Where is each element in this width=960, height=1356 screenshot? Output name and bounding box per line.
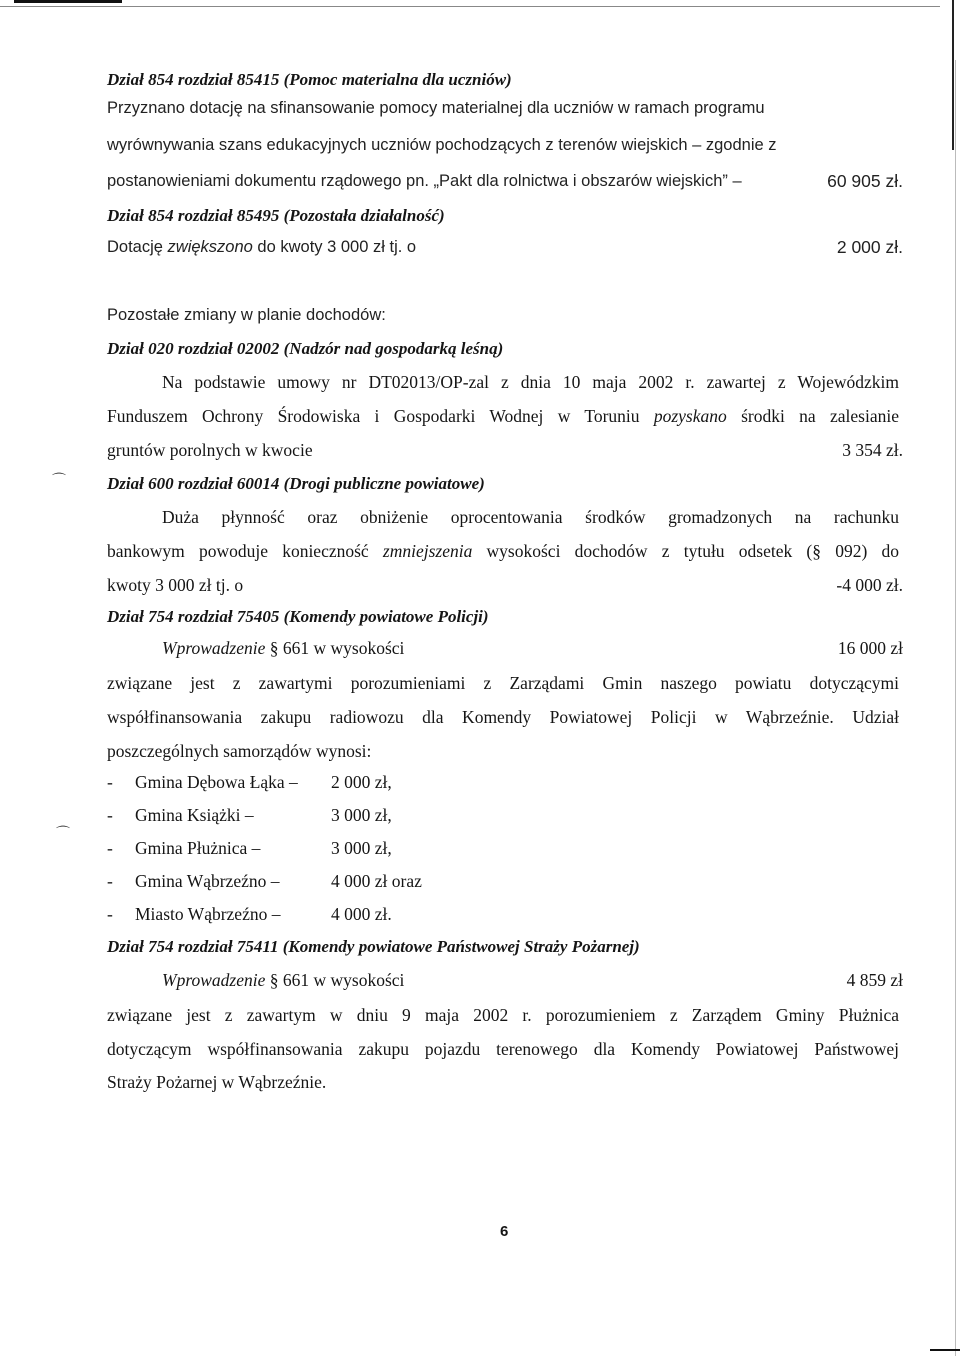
page-number: 6 bbox=[500, 1223, 509, 1240]
section-heading: Dział 754 rozdział 75405 (Komendy powiatowe Policji) bbox=[107, 607, 489, 626]
paragraph-line: Pozostałe zmiany w planie dochodów: bbox=[107, 306, 386, 324]
paragraph-line: Przyznano dotację na sfinansowanie pomocy materialnej dla uczniów w ramach programu bbox=[107, 99, 765, 117]
amount: -4 000 zł. bbox=[836, 575, 903, 595]
paragraph-line: dotyczącym współfinansowania zakupu pojazdu terenowego dla Komendy Powiatowej Państwowej bbox=[107, 1039, 899, 1059]
margin-mark: ⌒ bbox=[56, 826, 70, 842]
amount: 16 000 zł bbox=[837, 638, 903, 658]
margin-mark: ⌒ bbox=[52, 473, 66, 489]
amount: 60 905 zł. bbox=[827, 171, 903, 191]
paragraph-line: bankowym powoduje konieczność zmniejszenia wysokości dochodów z tytułu odsetek (§ 092) do bbox=[107, 541, 899, 561]
paragraph-line: Wprowadzenie § 661 w wysokości bbox=[162, 638, 405, 658]
list-item: - Gmina Wąbrzeźno – 4 000 zł oraz bbox=[107, 871, 422, 891]
paragraph-line: związane jest z zawartym w dniu 9 maja 2002 r. porozumieniem z Zarządem Gminy Płużnica bbox=[107, 1005, 899, 1025]
paragraph-line: postanowieniami dokumentu rządowego pn. „Pakt dla rolnictwa i obszarów wiejskich” – bbox=[107, 172, 742, 190]
paragraph-line: wyrównywania szans edukacyjnych uczniów pochodzących z terenów wiejskich – zgodnie z bbox=[107, 136, 777, 154]
section-heading: Dział 854 rozdział 85495 (Pozostała działalność) bbox=[107, 206, 445, 225]
scan-artifact-line bbox=[0, 6, 940, 7]
scan-artifact-right-edge bbox=[955, 60, 956, 1356]
scan-artifact-bottom bbox=[930, 1349, 960, 1351]
paragraph-line: współfinansowania zakupu radiowozu dla Komendy Powiatowej Policji w Wąbrzeźnie. Udział bbox=[107, 707, 899, 727]
paragraph-line: Na podstawie umowy nr DT02013/OP-zal z dnia 10 maja 2002 r. zawartej z Wojewódzkim bbox=[162, 372, 899, 392]
amount: 3 354 zł. bbox=[842, 440, 903, 460]
amount: 2 000 zł. bbox=[836, 237, 903, 257]
section-heading: Dział 020 rozdział 02002 (Nadzór nad gospodarką leśną) bbox=[107, 339, 504, 358]
paragraph-line: poszczególnych samorządów wynosi: bbox=[107, 741, 372, 761]
amount: 4 859 zł bbox=[846, 970, 903, 990]
section-heading: Dział 754 rozdział 75411 (Komendy powiatowe Państwowej Straży Pożarnej) bbox=[107, 937, 640, 956]
list-item: - Miasto Wąbrzeźno – 4 000 zł. bbox=[107, 904, 392, 924]
scan-artifact-top bbox=[14, 0, 122, 3]
list-item: - Gmina Dębowa Łąka – 2 000 zł, bbox=[107, 772, 392, 792]
paragraph-line: kwoty 3 000 zł tj. o bbox=[107, 575, 244, 595]
paragraph-line: Straży Pożarnej w Wąbrzeźnie. bbox=[107, 1072, 327, 1092]
section-heading: Dział 854 rozdział 85415 (Pomoc materialna dla uczniów) bbox=[107, 70, 512, 89]
paragraph-line: Wprowadzenie § 661 w wysokości bbox=[162, 970, 405, 990]
paragraph-line: Funduszem Ochrony Środowiska i Gospodarki Wodnej w Toruniu pozyskano środki na zalesianie bbox=[107, 406, 899, 426]
list-item: - Gmina Płużnica – 3 000 zł, bbox=[107, 838, 392, 858]
paragraph-line: gruntów porolnych w kwocie bbox=[107, 440, 313, 460]
list-item: - Gmina Książki – 3 000 zł, bbox=[107, 805, 392, 825]
scan-artifact-right bbox=[952, 0, 954, 150]
section-heading: Dział 600 rozdział 60014 (Drogi publiczne powiatowe) bbox=[107, 474, 485, 493]
paragraph-line: Dotację zwiększono do kwoty 3 000 zł tj. o bbox=[107, 238, 417, 256]
paragraph-line: związane jest z zawartymi porozumieniami z Zarządami Gmin naszego powiatu dotyczącymi bbox=[107, 673, 899, 693]
paragraph-line: Duża płynność oraz obniżenie oprocentowania środków gromadzonych na rachunku bbox=[162, 507, 899, 527]
